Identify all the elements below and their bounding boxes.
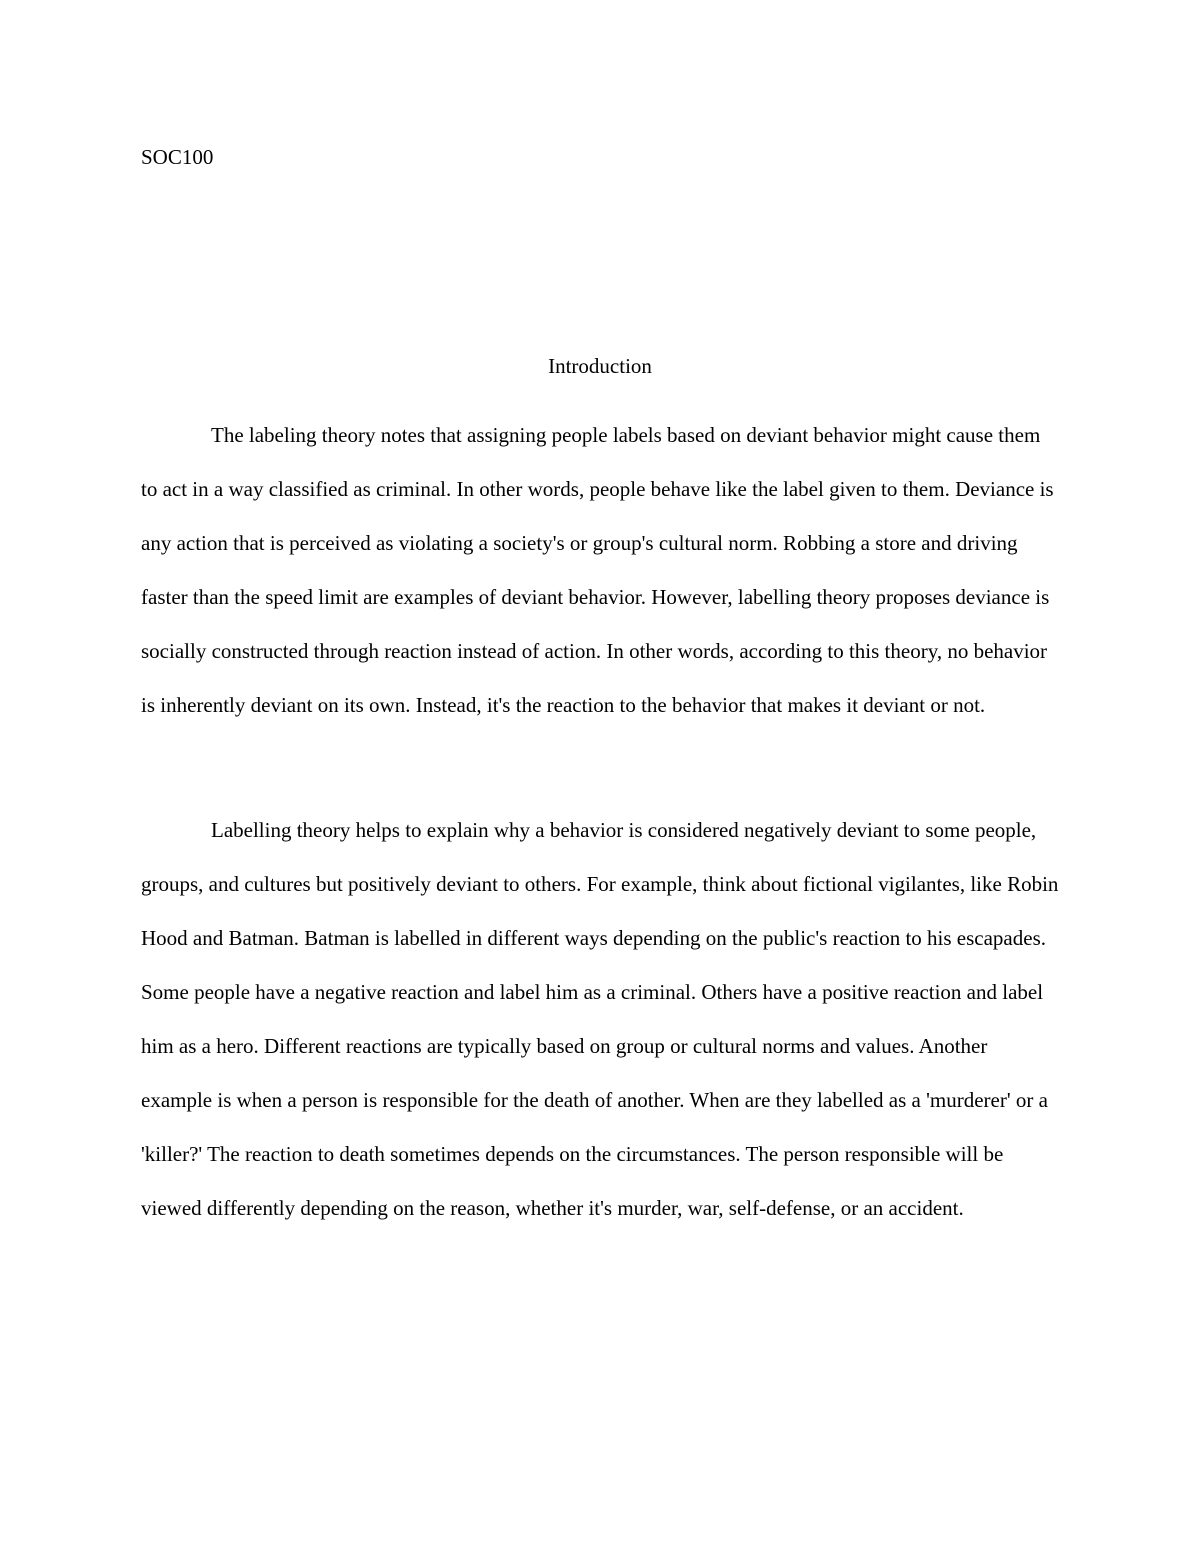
section-title: Introduction (548, 354, 652, 378)
paragraph-1: The labeling theory notes that assigning people labels based on deviant behavior might cause them to act in a way classified as criminal. In other words, people behave like the label given to them. Deviance is any action that is perceived as violating a society's or group's cultural norm. Robbing a store and driving faster than the speed limit are examples of deviant behavior. However, labelling theory proposes deviance is socially constructed through reaction instead of action. In other words, according to this theory, no behavior is inherently deviant on its own. Instead, it's the reaction to the behavior that makes it deviant or not. (141, 423, 1054, 717)
paragraph-2: Labelling theory helps to explain why a behavior is considered negatively deviant to some people, groups, and cultures but positively deviant to others. For example, think about fictional vigilantes, like Robin Hood and Batman. Batman is labelled in different ways depending on the public's reaction to his escapades. Some people have a negative reaction and label him as a criminal. Others have a positive reaction and label him as a hero. Different reactions are typically based on group or cultural norms and values. Another example is when a person is responsible for the death of another. When are they labelled as a 'murderer' or a 'killer?' The reaction to death sometimes depends on the circumstances. The person responsible will be viewed differently depending on the reason, whether it's murder, war, self-defense, or an accident. (141, 818, 1059, 1220)
course-code: SOC100 (141, 145, 214, 169)
